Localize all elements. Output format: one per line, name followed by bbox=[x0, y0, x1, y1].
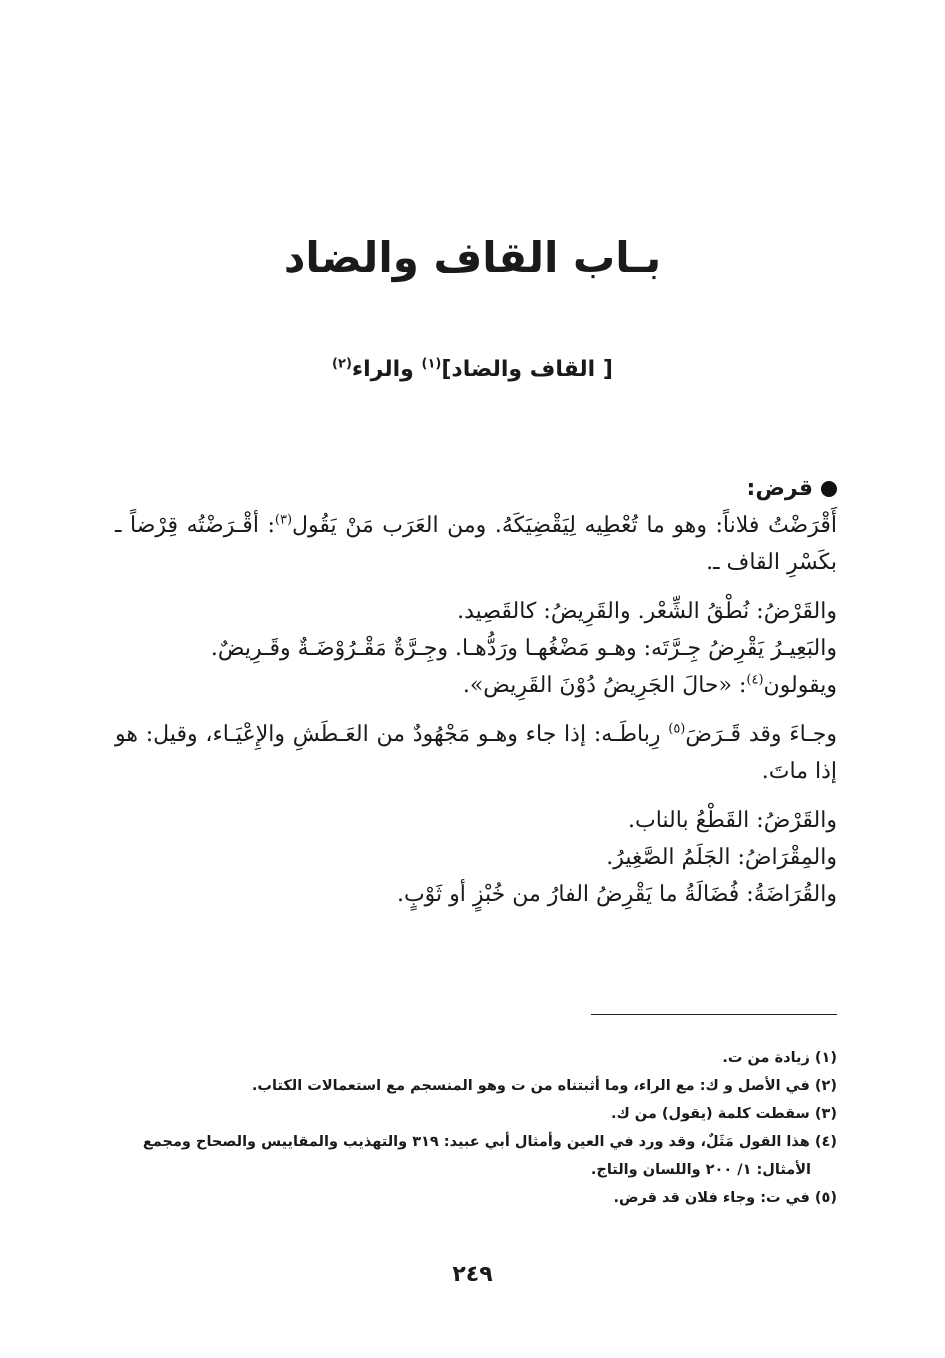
section-heading-part2: والراء bbox=[351, 357, 422, 382]
footnote-4: (٤) هذا القول مَثَلٌ، وقد ورد في العين وأمثال أبي عبيد: ٣١٩ والتهذيب والمقاييس والصحاح ومجمع bbox=[142, 1134, 837, 1150]
entry-body bbox=[115, 470, 837, 913]
footnote-2: (٢) في الأصل و ك: مع الراء، وما أثبتناه من ت وهو المنسجم مع استعمالات الكتاب. bbox=[251, 1078, 837, 1094]
bullet-icon bbox=[821, 481, 837, 497]
footnote-5: (٥) في ت: وجاء فلان قد قرض. bbox=[613, 1190, 837, 1206]
section-heading bbox=[0, 352, 945, 388]
footnote-ref-4: (٤) bbox=[746, 672, 764, 688]
footnote-4-continued: الأمثال: ١/ ٢٠٠ واللسان والتاج. bbox=[590, 1162, 811, 1178]
headword-text: قرض: bbox=[746, 476, 813, 501]
chapter-title: بـاب القاف والضاد bbox=[283, 233, 662, 282]
paragraph-miqrad: والمِقْرَاضُ: الجَلَمُ الصَّغِيرُ. bbox=[606, 845, 837, 870]
footnotes bbox=[111, 1044, 837, 1212]
paragraph-baeer: والبَعِيـرُ يَقْرِضُ جِـرَّتَه: وهـو مَضْغُهـا ورَدُّهـا. وجِـرَّةٌ مَقْـرُوْضَـةٌ وقَـرِيضٌ. bbox=[210, 636, 837, 661]
paragraph-qard-shir: والقَرْضُ: نُطْقُ الشِّعْر. والقَرِيضُ: كالقَصِيد. bbox=[457, 599, 837, 624]
paragraph-quradah: والقُرَاضَةُ: فُضَالَةُ ما يَقْرِضُ الفارُ من خُبْزٍ أو ثَوْبٍ. bbox=[396, 882, 837, 907]
footnote-divider bbox=[591, 1014, 837, 1015]
footnote-3: (٣) سقطت كلمة (يقول) من ك. bbox=[610, 1106, 837, 1122]
footnote-ref-5: (٥) bbox=[668, 721, 686, 737]
paragraph-proverb bbox=[115, 667, 837, 704]
paragraph-text: ويقولون bbox=[763, 673, 837, 698]
footnote-ref-1: (١) bbox=[421, 356, 442, 372]
page-number: ٢٤٩ bbox=[452, 1262, 493, 1287]
footnote-1: (١) زيادة من ت. bbox=[722, 1050, 837, 1066]
paragraph-text: وجـاءَ وقد قَـرَضَ bbox=[685, 722, 838, 747]
section-heading-part1: [ القاف والضاد] bbox=[441, 357, 613, 382]
paragraph-text: أَقْرَضْتُ فلاناً: وهو ما تُعْطِيه لِيَقْضِيَكَهُ. ومن العَرَب مَنْ يَقُول bbox=[292, 513, 838, 538]
paragraph-ribat bbox=[115, 716, 837, 790]
paragraph-text: : أقْـرَضْتُه قِرْضاً ـ بكَسْرِ القاف ـ. bbox=[115, 513, 837, 575]
paragraph-iqrad bbox=[115, 507, 837, 581]
entry-headword bbox=[115, 470, 837, 507]
paragraph-text: : «حالَ الجَرِيضُ دُوْنَ القَرِيض». bbox=[462, 673, 747, 698]
paragraph-text: رِباطَـه: إذا جاء وهـو مَجْهُودٌ من العَـطَشِ والإِعْيَـاء، وقيل: هو إذا ماتَ. bbox=[115, 722, 837, 784]
footnote-ref-2: (٢) bbox=[332, 356, 352, 372]
paragraph-qat: والقَرْضُ: القَطْعُ بالناب. bbox=[628, 808, 837, 833]
footnote-ref-3: (٣) bbox=[274, 512, 293, 528]
